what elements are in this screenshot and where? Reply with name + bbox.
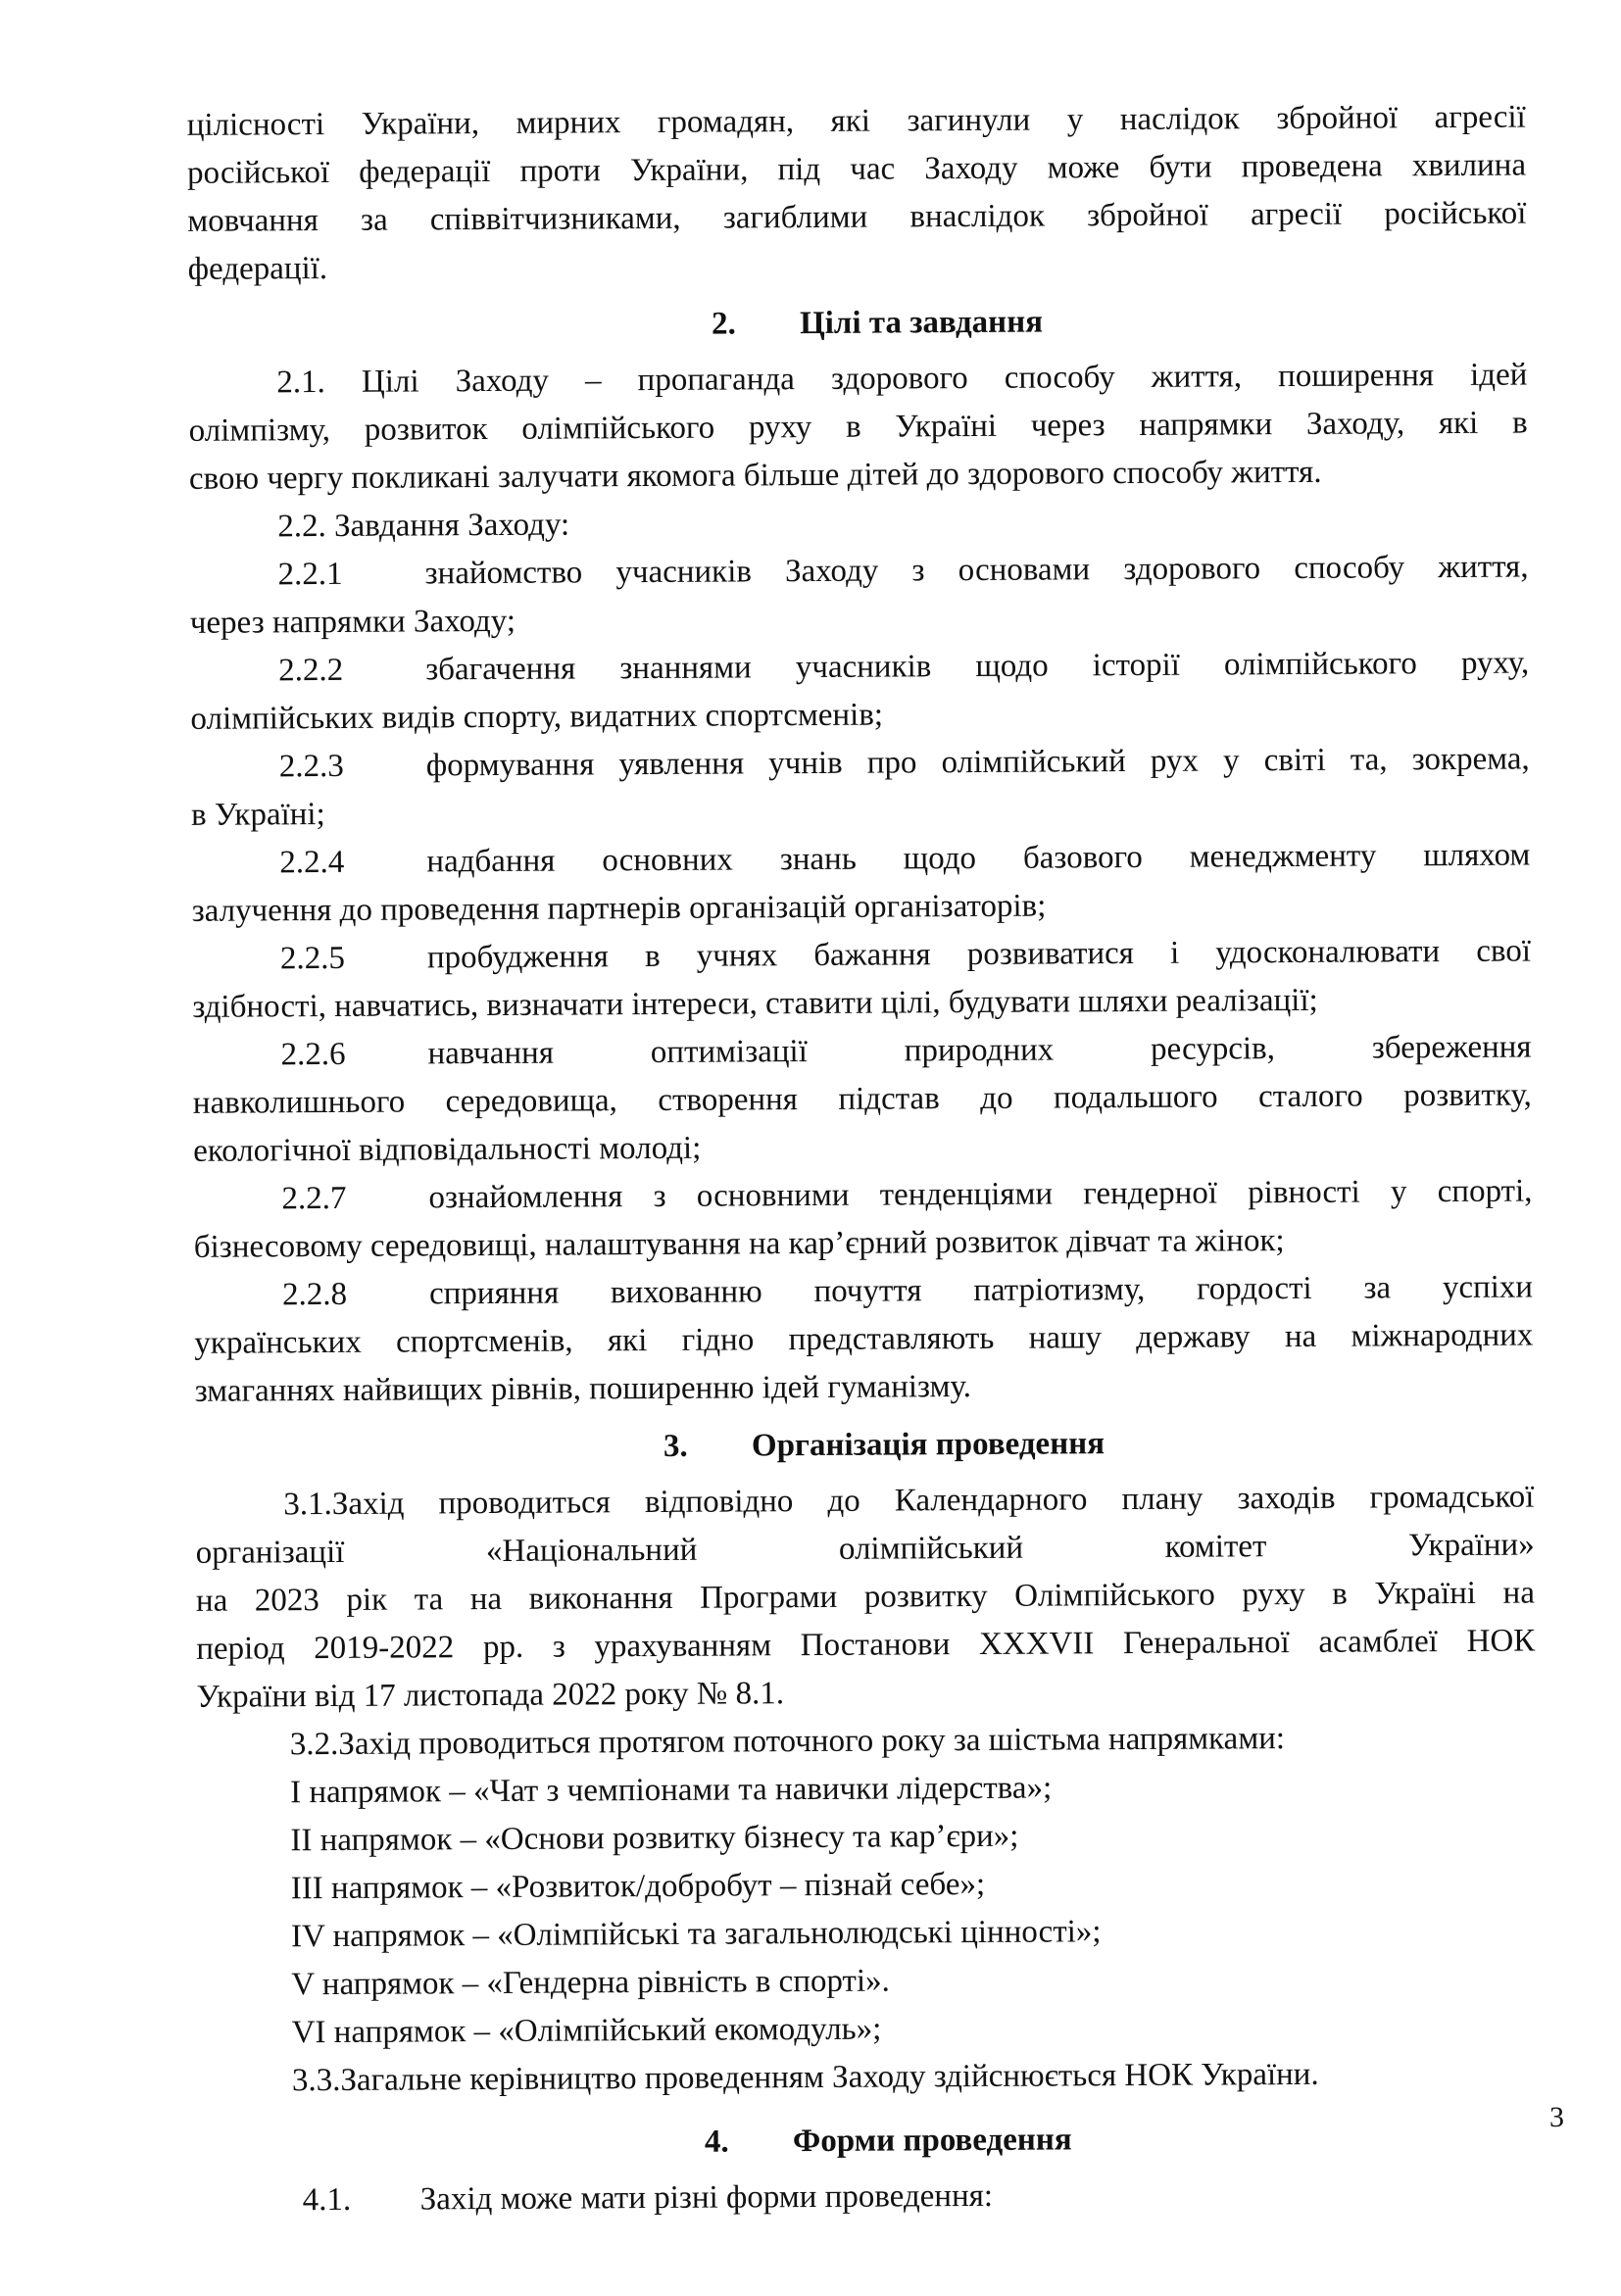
section-4-heading <box>199 2114 1538 2170</box>
paragraph-4-1 <box>200 2170 1539 2225</box>
paragraph-line: 2.1. Цілі Заходу – пропаганда здорового способу життя, поширення ідей <box>188 352 1527 408</box>
paragraph-3-3: 3.3.Загальне керівництво проведенням Заходу здійснюється НОК України. <box>292 2050 1538 2106</box>
item-2-2-5 <box>192 928 1532 1032</box>
item-first-line: формування уявлення учнів про олімпійський рух у світі та, зокрема, <box>426 736 1530 791</box>
item-2-2-1 <box>189 544 1529 648</box>
intro-line: російської федерації проти України, під час Заходу може бути проведена хвилина <box>187 142 1526 198</box>
section-3-number: 3. <box>663 1422 752 1471</box>
section-2-number: 2. <box>712 300 800 349</box>
item-number: 4.1. <box>200 2175 420 2224</box>
item-first-line: пробудження в учнях бажання розвиватися і удосконалювати свої <box>427 928 1531 983</box>
item-number: 2.2.2 <box>190 646 425 695</box>
item-last-line: змаганнях найвищих рівнів, поширенню ідей гуманізму. <box>195 1360 1534 1416</box>
item-last-line: екологічної відповідальності молоді; <box>193 1120 1532 1176</box>
paragraph-2-1 <box>188 352 1528 504</box>
item-last-line: здібності, навчатись, визначати інтереси, ставити цілі, будувати шляхи реалізації; <box>192 976 1531 1032</box>
paragraph-line: олімпізму, розвиток олімпійського руху в Україні через напрямки Заходу, які в <box>189 400 1528 456</box>
paragraph-line-last: України від 17 листопада 2022 року № 8.1. <box>196 1666 1535 1722</box>
item-last-line: через напрямки Заходу; <box>190 592 1529 648</box>
item-last-line: олімпійських видів спорту, видатних спортсменів; <box>190 688 1529 744</box>
direction-item: III напрямок – «Розвиток/добробут – пізнай себе»; <box>291 1858 1537 1914</box>
intro-line-last: федерації. <box>188 238 1527 294</box>
item-2-2-4 <box>191 832 1531 936</box>
page-number: 3 <box>1549 2101 1564 2134</box>
paragraph-4-1-text: Захід може мати різні форми проведення: <box>420 2173 994 2224</box>
paragraph-3-2: 3.2.Захід проводиться протягом поточного року за шістьма напрямками: <box>290 1714 1536 1770</box>
paragraph-line-last: свою чергу покликані залучати якомога більше дітей до здорового способу життя. <box>189 448 1528 504</box>
item-2-2-7 <box>193 1168 1533 1272</box>
item-number: 2.2.5 <box>192 934 427 983</box>
paragraph-line: організації «Національний олімпійський комітет України» <box>196 1522 1535 1578</box>
direction-item: I напрямок – «Чат з чемпіонами та навички лідерства»; <box>290 1762 1536 1818</box>
section-3-title: Організація проведення <box>752 1426 1105 1463</box>
item-number: 2.2.3 <box>191 742 426 791</box>
section-4-number: 4. <box>705 2118 793 2167</box>
direction-item: V напрямок – «Гендерна рівність в спорті». <box>291 1954 1537 2010</box>
item-number: 2.2.1 <box>189 550 424 599</box>
item-last-line: бізнесовому середовищі, налаштування на кар’єрний розвиток дівчат та жінок; <box>194 1216 1533 1272</box>
item-first-line: сприяння вихованню почуття патріотизму, гордості за успіхи <box>429 1264 1533 1319</box>
item-2-2-8 <box>194 1264 1534 1416</box>
item-first-line: навчання оптимізації природних ресурсів, збереження <box>427 1024 1531 1079</box>
item-last-line: залучення до проведення партнерів організацій організаторів; <box>192 880 1531 936</box>
item-last-line: в Україні; <box>191 784 1530 840</box>
direction-item: II напрямок – «Основи розвитку бізнесу та кар’єри»; <box>290 1810 1536 1866</box>
item-middle-line: навколишнього середовища, створення підстав до подальшого сталого розвитку, <box>193 1072 1532 1128</box>
paragraph-3-1 <box>195 1474 1535 1722</box>
section-2-title: Цілі та завдання <box>800 305 1043 342</box>
item-2-2-3 <box>191 736 1531 840</box>
item-number: 2.2.6 <box>192 1030 427 1079</box>
item-number: 2.2.4 <box>191 838 426 887</box>
item-first-line: знайомство учасників Заходу з основами здорового способу життя, <box>424 544 1528 599</box>
paragraph-line: на 2023 рік та на виконання Програми розвитку Олімпійського руху в Україні на <box>196 1570 1535 1626</box>
paragraph-line: 3.1.Захід проводиться відповідно до Календарного плану заходів громадської <box>195 1474 1534 1530</box>
item-number: 2.2.8 <box>194 1270 429 1319</box>
item-number: 2.2.7 <box>193 1174 428 1223</box>
intro-paragraph <box>187 94 1527 294</box>
section-4-title: Форми проведення <box>793 2122 1072 2159</box>
section-3-heading <box>195 1418 1534 1474</box>
intro-line: мовчання за співвітчизниками, загиблими внаслідок збройної агресії російської <box>187 190 1526 246</box>
paragraph-2-2: 2.2. Завдання Заходу: <box>189 496 1528 552</box>
item-first-line: надбання основних знань щодо базового менеджменту шляхом <box>426 832 1530 887</box>
item-2-2-6 <box>192 1024 1532 1176</box>
direction-item: VI напрямок – «Олімпійський екомодуль»; <box>292 2002 1538 2058</box>
paragraph-line: період 2019-2022 рр. з урахуванням Постанови XXXVII Генеральної асамблеї НОК <box>196 1618 1535 1674</box>
item-first-line: ознайомлення з основними тенденціями гендерної рівності у спорті, <box>428 1168 1532 1223</box>
direction-item: IV напрямок – «Олімпійські та загальнолюдські цінності»; <box>291 1906 1537 1962</box>
item-2-2-2 <box>190 640 1530 744</box>
section-2-heading <box>188 296 1527 352</box>
directions-list <box>197 1762 1538 2058</box>
intro-line: цілісності України, мирних громадян, які загинули у наслідок збройної агресії <box>187 94 1526 150</box>
item-first-line: збагачення знаннями учасників щодо історії олімпійського руху, <box>425 640 1529 695</box>
item-middle-line: українських спортсменів, які гідно представляють нашу державу на міжнародних <box>194 1312 1533 1368</box>
